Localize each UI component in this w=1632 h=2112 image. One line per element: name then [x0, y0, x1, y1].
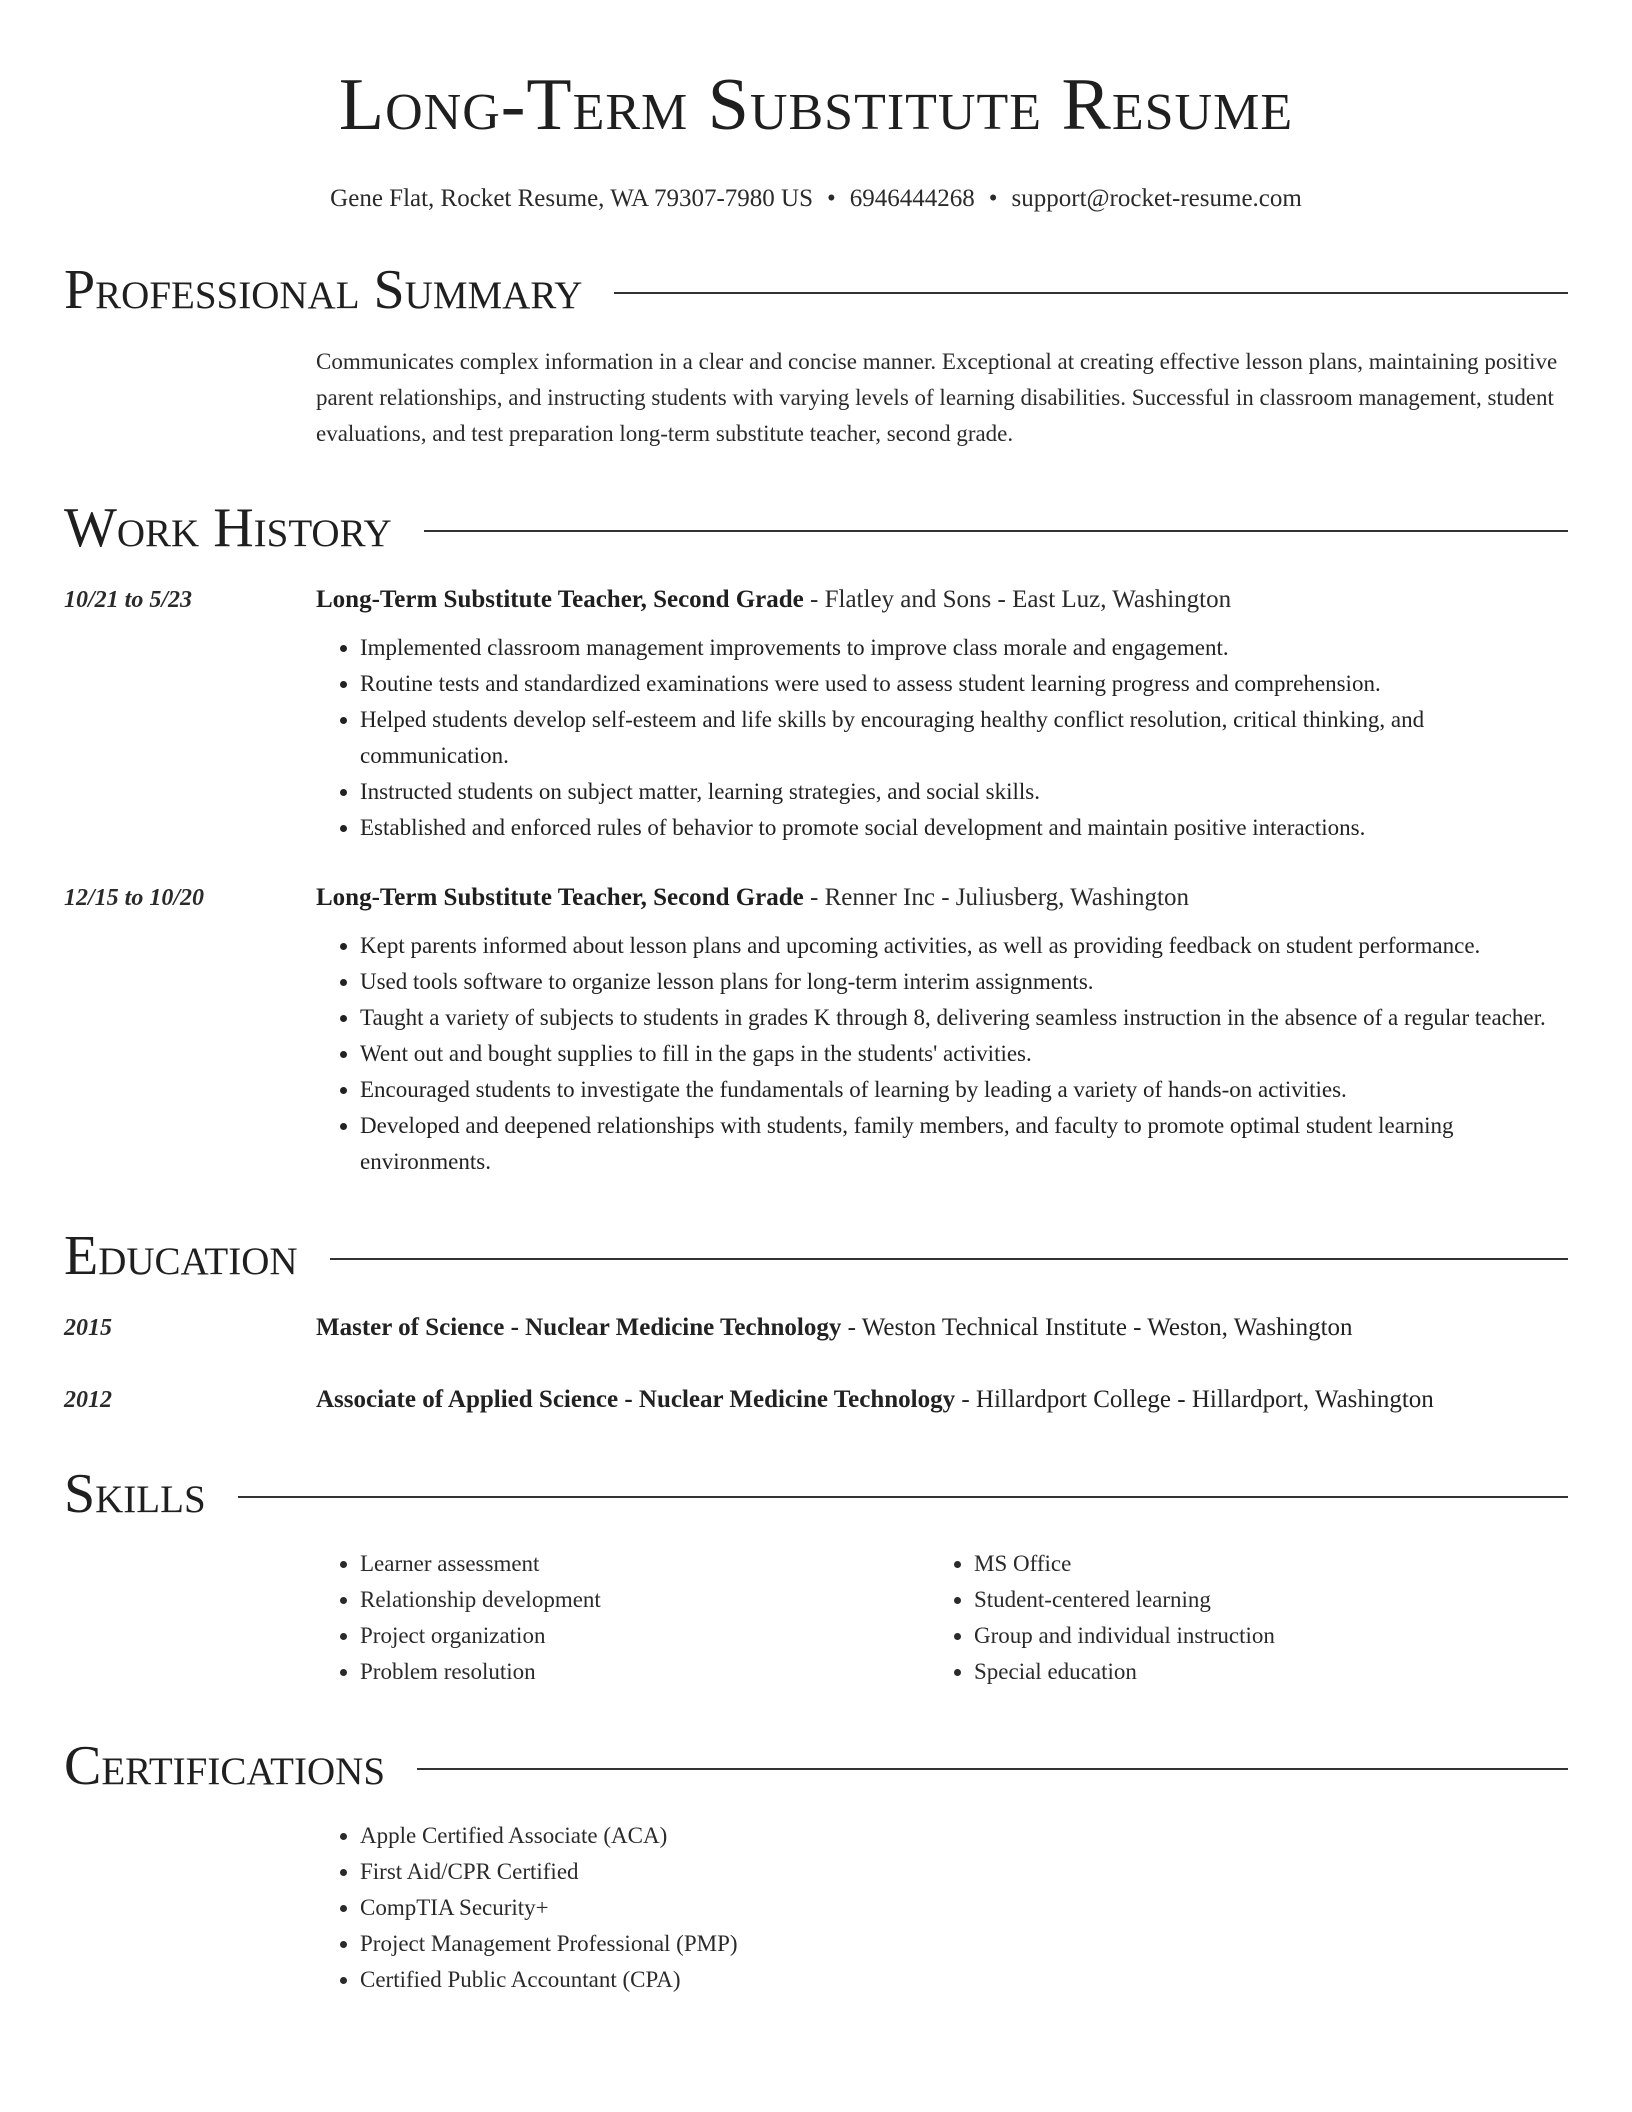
- contact-email: support@rocket-resume.com: [1011, 185, 1302, 212]
- education-body: [316, 1382, 1568, 1418]
- section-divider: [614, 292, 1568, 294]
- school-location: - Weston Technical Institute - Weston, Washington: [841, 1314, 1353, 1341]
- section-divider: [238, 1496, 1568, 1498]
- work-dates: 10/21 to 5/23: [64, 587, 193, 613]
- contact-separator: •: [827, 185, 836, 212]
- list-item: • Certified Public Accountant (CPA): [360, 1962, 1568, 1998]
- list-item: • Used tools software to organize lesson plans for long-term interim assignments.: [360, 964, 1568, 1000]
- section-divider: [417, 1768, 1568, 1770]
- education-entry: [64, 1310, 1568, 1346]
- contact-separator: •: [988, 185, 998, 212]
- education-year: 2012: [64, 1387, 112, 1413]
- work-heading: [316, 880, 1568, 916]
- list-item: • Helped students develop self-esteem and life skills by encouraging healthy conflict resolution, critical thinking, and communication.: [360, 702, 1568, 774]
- list-item: • CompTIA Security+: [360, 1890, 1568, 1926]
- resume-title: Long-Term Substitute Resume: [338, 64, 1294, 146]
- work-body: [316, 880, 1568, 1180]
- work-entry: [64, 582, 1568, 846]
- list-item: • Taught a variety of subjects to students in grades K through 8, delivering seamless instruction in the absence of a regular teacher.: [360, 1000, 1568, 1036]
- list-item: • Developed and deepened relationships with students, family members, and faculty to promote optimal student learning environments.: [360, 1108, 1568, 1180]
- work-heading: [316, 582, 1568, 618]
- employer-location: - Renner Inc - Juliusberg, Washington: [803, 884, 1189, 911]
- list-item: • Special education: [974, 1654, 1544, 1690]
- section-title-work: Work History: [64, 497, 392, 559]
- list-item: • Implemented classroom management improvements to improve class morale and engagement.: [360, 630, 1568, 666]
- employer-location: - Flatley and Sons - East Luz, Washington: [803, 586, 1232, 613]
- work-entry: [64, 880, 1568, 1180]
- list-item: • Project Management Professional (PMP): [360, 1926, 1568, 1962]
- summary-text: Communicates complex information in a clear and concise manner. Exceptional at creating effective lesson plans, maintaining positive parent relationships, and instructing students with varying levels of learning disabilities. Successful in classroom management, student evaluations, and test preparation long-term substitute teacher, second grade.: [316, 349, 1558, 446]
- list-item: • First Aid/CPR Certified: [360, 1854, 1568, 1890]
- degree: Associate of Applied Science - Nuclear Medicine Technology: [316, 1386, 956, 1413]
- certifications-block: [316, 1818, 1568, 1998]
- contact-address: Gene Flat, Rocket Resume, WA 79307-7980 US: [330, 185, 813, 212]
- school-location: - Hillardport College - Hillardport, Washington: [955, 1386, 1434, 1413]
- section-work-header: [64, 498, 1568, 558]
- education-entry: [64, 1382, 1568, 1418]
- section-education-header: [64, 1226, 1568, 1286]
- section-skills-header: [64, 1464, 1568, 1524]
- list-item: • Went out and bought supplies to fill in the gaps in the students' activities.: [360, 1036, 1568, 1072]
- contact-line: [64, 184, 1568, 214]
- work-bullets: [316, 630, 1568, 846]
- skills-grid: [316, 1546, 1568, 1690]
- section-summary-header: [64, 260, 1568, 320]
- list-item: • Project organization: [360, 1618, 930, 1654]
- list-item: • Instructed students on subject matter, learning strategies, and social skills.: [360, 774, 1568, 810]
- list-item: • Problem resolution: [360, 1654, 930, 1690]
- list-item: • Learner assessment: [360, 1546, 930, 1582]
- section-divider: [330, 1258, 1568, 1260]
- education-body: [316, 1310, 1568, 1346]
- education-year: 2015: [64, 1315, 112, 1341]
- section-title-education: Education: [64, 1225, 298, 1287]
- work-body: [316, 582, 1568, 846]
- certifications-list: [316, 1818, 1568, 1998]
- list-item: • Routine tests and standardized examinations were used to assess student learning progress and comprehension.: [360, 666, 1568, 702]
- list-item: • Kept parents informed about lesson plans and upcoming activities, as well as providing feedback on student performance.: [360, 928, 1568, 964]
- list-item: • Established and enforced rules of behavior to promote social development and maintain positive interactions.: [360, 810, 1568, 846]
- section-title-skills: Skills: [64, 1463, 206, 1525]
- job-title: Long-Term Substitute Teacher, Second Grade: [316, 884, 804, 911]
- degree: Master of Science - Nuclear Medicine Technology: [316, 1314, 842, 1341]
- work-dates: 12/15 to 10/20: [64, 885, 205, 911]
- skills-column-right: [930, 1546, 1544, 1690]
- list-item: • Student-centered learning: [974, 1582, 1544, 1618]
- skills-column-left: [316, 1546, 930, 1690]
- work-bullets: [316, 928, 1568, 1180]
- section-certifications-header: [64, 1736, 1568, 1796]
- section-title-summary: Professional Summary: [64, 259, 583, 321]
- education-list: [64, 1310, 1568, 1418]
- list-item: • Relationship development: [360, 1582, 930, 1618]
- list-item: • Encouraged students to investigate the fundamentals of learning by leading a variety of hands-on activities.: [360, 1072, 1568, 1108]
- list-item: • Apple Certified Associate (ACA): [360, 1818, 1568, 1854]
- section-title-certifications: Certifications: [64, 1735, 386, 1797]
- section-divider: [424, 530, 1568, 532]
- job-title: Long-Term Substitute Teacher, Second Grade: [316, 586, 804, 613]
- contact-phone: 6946444268: [849, 185, 975, 212]
- list-item: • MS Office: [974, 1546, 1544, 1582]
- list-item: • Group and individual instruction: [974, 1618, 1544, 1654]
